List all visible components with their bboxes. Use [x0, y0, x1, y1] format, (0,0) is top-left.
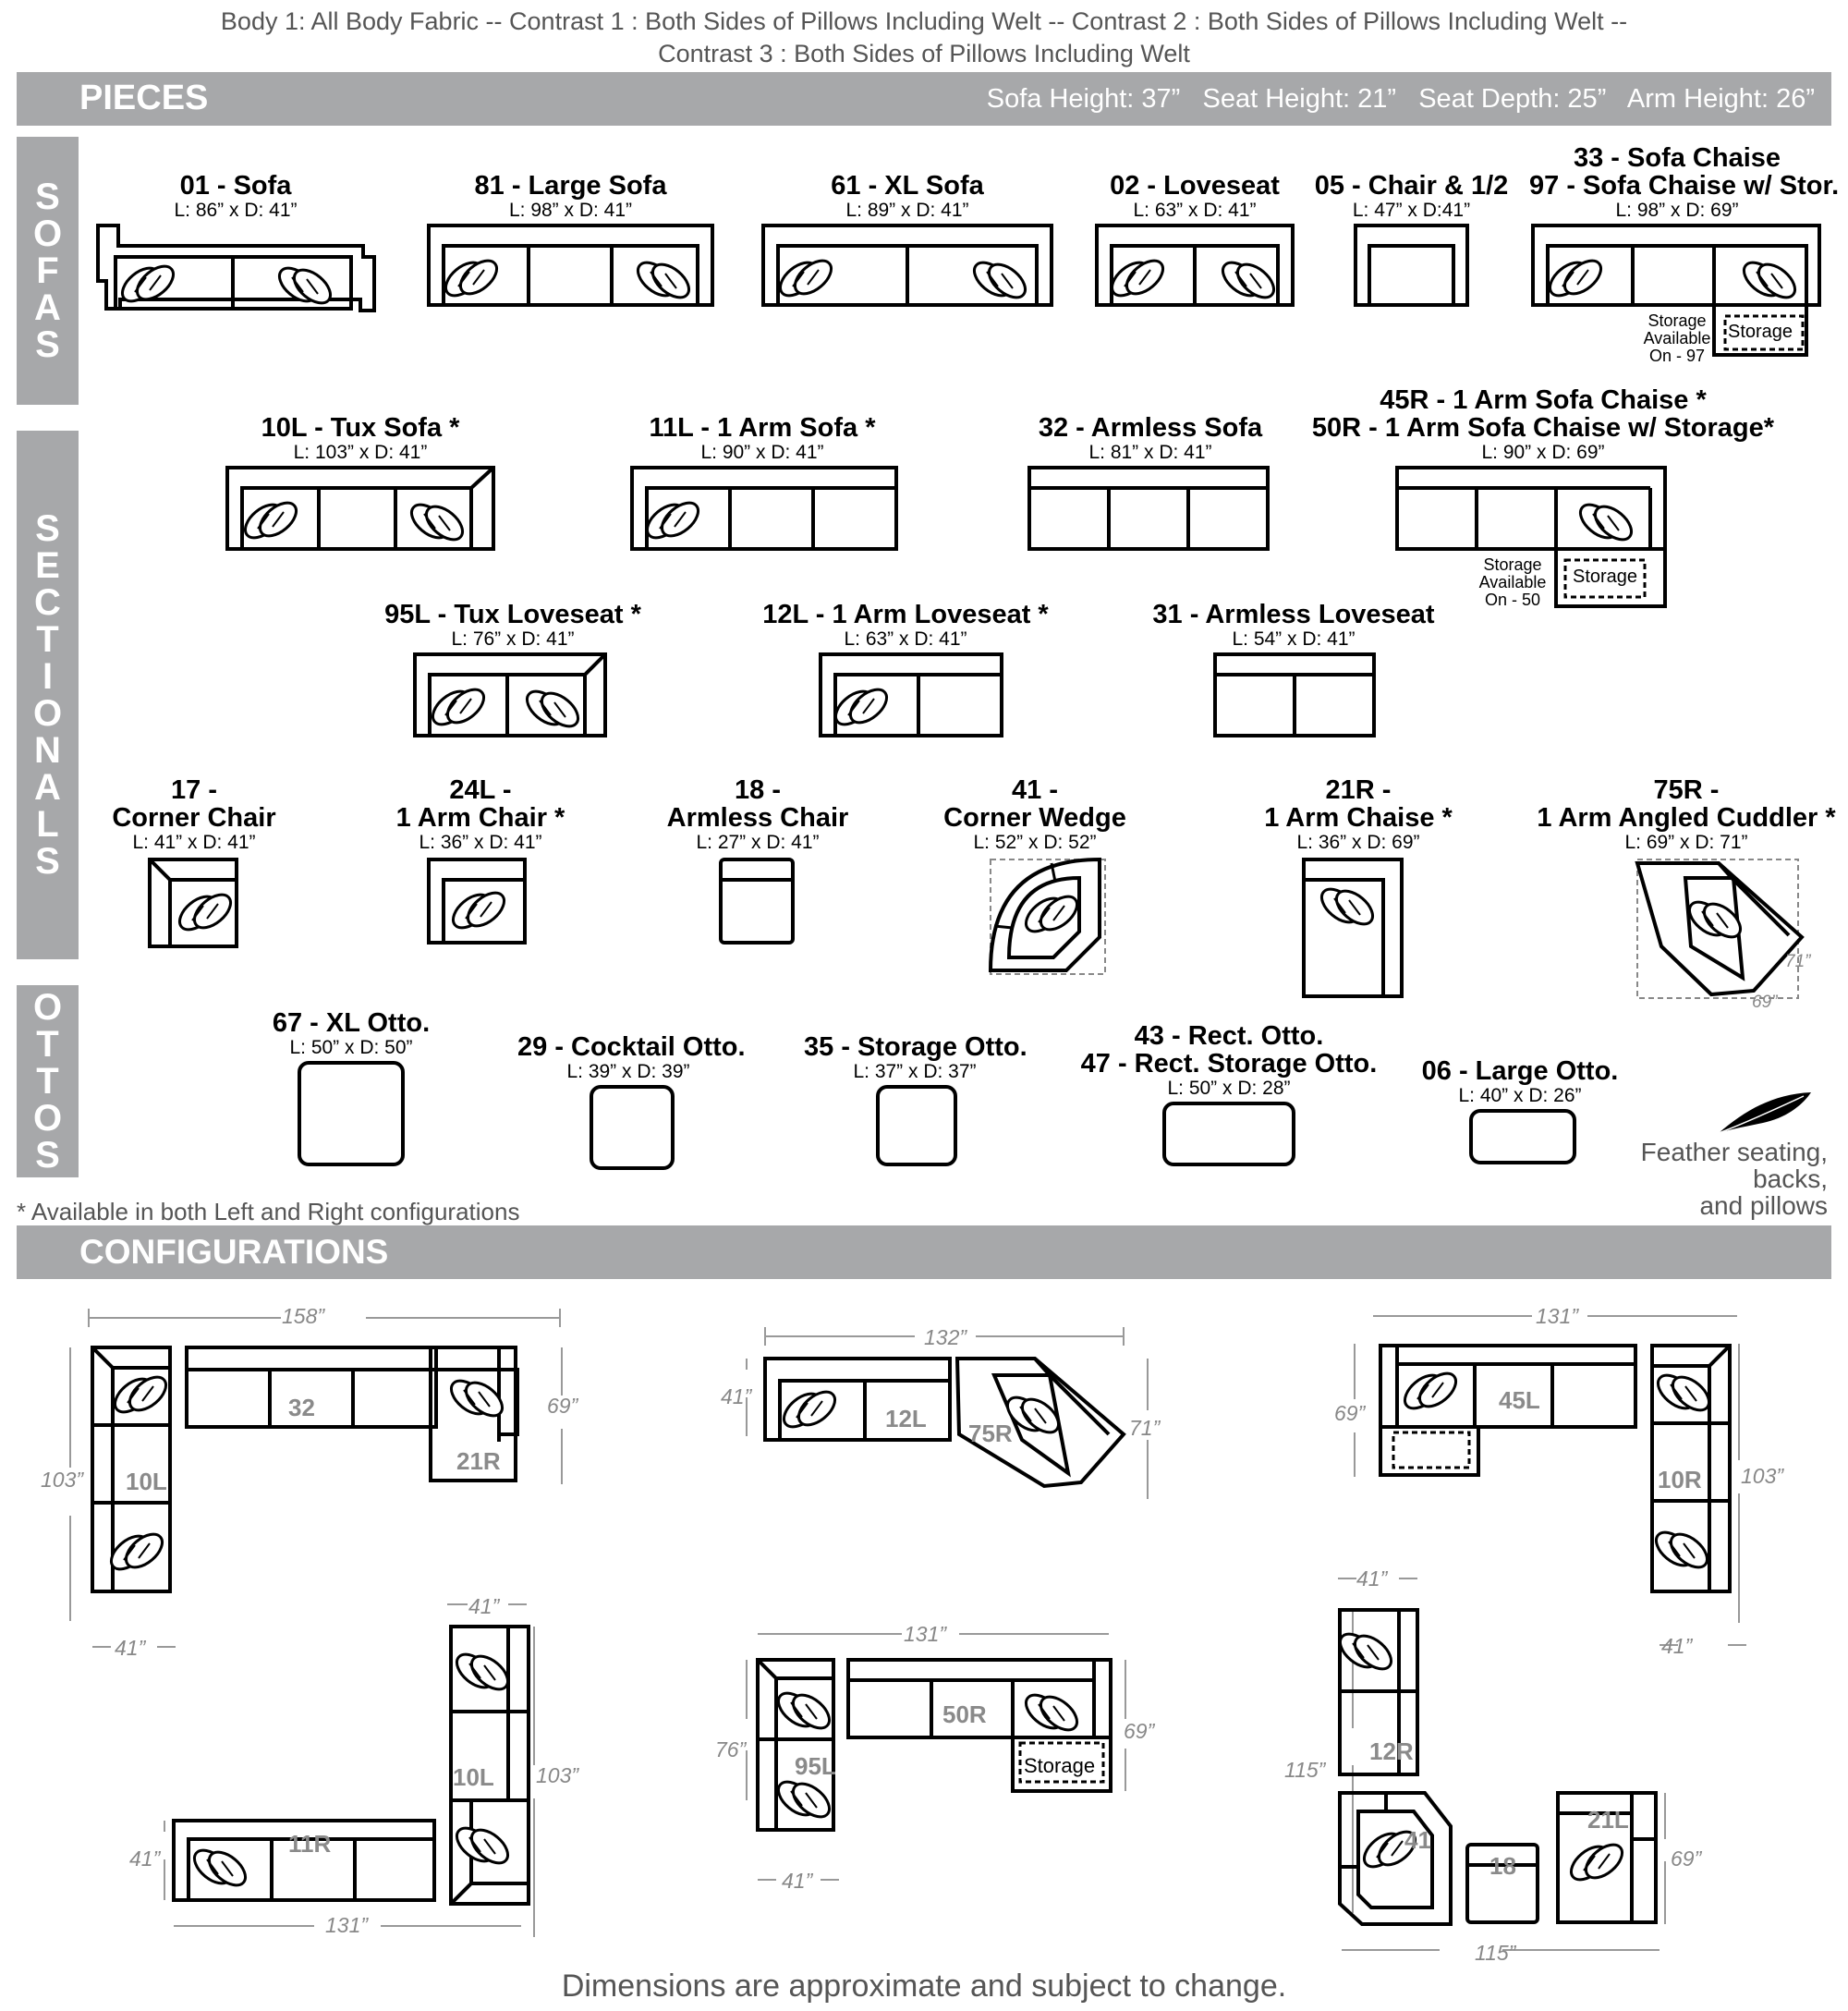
piece-dims: L: 36” x D: 69”: [1296, 832, 1420, 853]
piece-name-alt: Corner Wedge: [943, 803, 1126, 833]
piece-name-alt: 1 Arm Angled Cuddler *: [1537, 803, 1836, 833]
config1-top-dim: 158”: [282, 1304, 325, 1328]
feather-note: Feather seating, backs, and pillows: [1640, 1138, 1828, 1220]
piece-81-large-sofa: [425, 172, 716, 314]
configuration-5: [721, 1627, 1164, 1895]
piece-name: 11L - 1 Arm Sofa *: [649, 413, 876, 443]
config6-left-dim: 115”: [1284, 1758, 1326, 1782]
piece-dims: L: 89” x D: 41”: [845, 200, 969, 221]
piece-67-xl-otto: [249, 1009, 453, 1170]
piece-31-armless-loveseat: [1146, 601, 1441, 743]
piece-dims: L: 36” x D: 41”: [419, 832, 542, 853]
sectional-diagram: [758, 651, 1053, 743]
config6-label-12r: 12R: [1369, 1737, 1414, 1765]
piece-61-xl-sofa: [760, 172, 1055, 314]
piece-32-armless-sofa: [1016, 414, 1284, 556]
piece-name: 17 -: [171, 775, 217, 805]
config1-right-dim: 69”: [547, 1394, 578, 1418]
piece-name: 95L - Tux Loveseat *: [384, 600, 641, 629]
config4-label-11r: 11R: [288, 1830, 332, 1858]
piece-name: 02 - Loveseat: [1110, 171, 1280, 201]
config6-label-41: 41: [1404, 1826, 1431, 1854]
sofa-specs: Sofa Height: 37” Seat Height: 21” Seat Depth: 25” Arm Height: 26”: [986, 84, 1815, 114]
piece-name: 67 - XL Otto.: [272, 1008, 431, 1038]
piece-dims: L: 103” x D: 41”: [293, 442, 428, 463]
configurations-header-bar: [17, 1225, 1831, 1279]
piece-name: 32 - Armless Sofa: [1038, 413, 1263, 443]
piece-35-storage-otto: [804, 1033, 1026, 1176]
sectional-diagram: [1252, 854, 1465, 1002]
sofa-diagram: [1093, 222, 1296, 314]
piece-dims: L: 98” x D: 69”: [1615, 200, 1739, 221]
piece-name: 01 - Sofa: [179, 171, 292, 201]
storage-label: Storage: [1573, 567, 1638, 587]
piece-name: 05 - Chair & 1/2: [1314, 171, 1509, 201]
piece-dims: L: 76” x D: 41”: [451, 628, 575, 650]
piece-75r-1-arm-angled-cuddler: [1534, 776, 1839, 1011]
piece-05-chair-and-half: [1312, 172, 1511, 314]
config2-top-dim: 132”: [924, 1325, 967, 1349]
piece-name: 21R -: [1325, 775, 1392, 805]
piece-name-alt: 97 - Sofa Chaise w/ Stor.: [1529, 171, 1840, 201]
piece-name-alt: Armless Chair: [666, 803, 849, 833]
config4-top-dim: 41”: [468, 1594, 500, 1618]
piece-name: 75R -: [1653, 775, 1720, 805]
sectional-diagram: [102, 854, 286, 956]
otto-diagram: [249, 1059, 453, 1170]
config6-right-dim: 69”: [1671, 1846, 1702, 1871]
config5-left-dim: 76”: [715, 1737, 747, 1761]
footer-disclaimer: Dimensions are approximate and subject to change.: [561, 1968, 1287, 2004]
piece-name: 35 - Storage Otto.: [804, 1032, 1027, 1062]
cuddler-dim-a: 71”: [1785, 952, 1811, 971]
sectional-diagram: [222, 464, 499, 556]
config3-label-10r: 10R: [1658, 1466, 1702, 1493]
sofa-diagram: [760, 222, 1055, 314]
piece-name: 10L - Tux Sofa *: [261, 413, 460, 443]
otto-diagram: [1072, 1100, 1386, 1174]
sectionals-side-label: S E C T I O N A L S: [17, 431, 79, 959]
sectional-diagram: [665, 854, 850, 956]
piece-name-alt: 1 Arm Chaise *: [1264, 803, 1453, 833]
piece-name: 45R - 1 Arm Sofa Chaise *: [1380, 385, 1707, 415]
piece-dims: L: 37” x D: 37”: [853, 1061, 977, 1082]
piece-dims: L: 50” x D: 50”: [289, 1037, 413, 1058]
feather-icon: [1715, 1089, 1817, 1137]
piece-24l-1-arm-chair: [388, 776, 573, 956]
sofas-side-label: S O F A S: [17, 137, 79, 405]
config4-right-dim: 103”: [536, 1763, 579, 1787]
config4-bottom-dim: 131”: [325, 1913, 369, 1937]
otto-diagram: [1404, 1107, 1635, 1172]
config4-left-dim: 41”: [129, 1846, 161, 1871]
sectional-diagram: [1016, 464, 1284, 556]
cuddler-dim-b: 69”: [1752, 993, 1778, 1012]
piece-17-corner-chair: [102, 776, 286, 956]
piece-dims: L: 81” x D: 41”: [1088, 442, 1212, 463]
fabric-note-line1: Body 1: All Body Fabric -- Contrast 1 : Both Sides of Pillows Including Welt -- Contrast 2 : Both Sides of Pillows Including Welt --: [220, 7, 1628, 35]
piece-dims: L: 63” x D: 41”: [1133, 200, 1257, 221]
config3-bottom-dim: 41”: [1661, 1634, 1693, 1658]
configurations-title: CONFIGURATIONS: [79, 1233, 389, 1271]
piece-name: 81 - Large Sofa: [474, 171, 667, 201]
piece-dims: L: 63” x D: 41”: [844, 628, 967, 650]
piece-name: 29 - Cocktail Otto.: [517, 1032, 746, 1062]
config3-label-45l: 45L: [1499, 1386, 1540, 1414]
piece-29-cocktail-otto: [517, 1032, 746, 1176]
storage-label: Storage: [1728, 322, 1793, 342]
config1-label-32: 32: [288, 1394, 315, 1421]
ottos-side-label: O T T O S: [17, 985, 79, 1177]
piece-dims: L: 98” x D: 41”: [508, 200, 633, 221]
piece-02-loveseat: [1093, 172, 1296, 314]
piece-41-corner-wedge: [924, 776, 1146, 983]
piece-name: 18 -: [735, 775, 781, 805]
piece-01-sofa: [92, 172, 379, 314]
configuration-4: [120, 1590, 582, 1941]
corner-wedge-diagram: [924, 854, 1146, 983]
piece-18-armless-chair: [665, 776, 850, 956]
config5-storage-label: Storage: [1024, 1754, 1096, 1777]
config2-right-dim: 71”: [1129, 1416, 1161, 1440]
config5-label-95l: 95L: [795, 1752, 836, 1780]
piece-dims: L: 54” x D: 41”: [1232, 628, 1356, 650]
piece-12l-1-arm-loveseat: [758, 601, 1053, 743]
piece-06-large-otto: [1404, 1057, 1635, 1172]
config3-right-dim: 103”: [1741, 1464, 1784, 1488]
piece-name-alt: 50R - 1 Arm Sofa Chaise w/ Storage*: [1311, 413, 1775, 443]
piece-10l-tux-sofa: [222, 414, 499, 556]
piece-name: 33 - Sofa Chaise: [1573, 143, 1781, 173]
config6-bottom-dim: 115”: [1475, 1941, 1516, 1965]
config6-label-18: 18: [1489, 1852, 1516, 1880]
piece-dims: L: 90” x D: 41”: [700, 442, 824, 463]
piece-name: 12L - 1 Arm Loveseat *: [762, 600, 1049, 629]
piece-dims: L: 47” x D:41”: [1352, 200, 1471, 221]
piece-name: 43 - Rect. Otto.: [1134, 1021, 1324, 1051]
piece-dims: L: 40” x D: 26”: [1458, 1085, 1582, 1106]
piece-dims: L: 50” x D: 28”: [1167, 1078, 1291, 1099]
config6-top-dim: 41”: [1356, 1566, 1388, 1591]
piece-dims: L: 86” x D: 41”: [174, 200, 298, 221]
otto-diagram: [517, 1083, 739, 1176]
piece-dims: L: 90” x D: 69”: [1481, 442, 1605, 463]
piece-name-alt: Corner Chair: [112, 803, 276, 833]
config1-label-21r: 21R: [456, 1447, 501, 1475]
config5-top-dim: 131”: [904, 1622, 947, 1646]
config4-label-10l: 10L: [453, 1763, 494, 1791]
piece-name: 06 - Large Otto.: [1421, 1056, 1619, 1086]
config2-left-dim: 41”: [721, 1384, 752, 1408]
config3-top-dim: 131”: [1536, 1304, 1579, 1328]
pieces-header-bar: [17, 72, 1831, 126]
piece-11l-1-arm-sofa: [610, 414, 915, 556]
config2-label-12l: 12L: [885, 1405, 927, 1432]
config1-left-dim: 103”: [41, 1468, 84, 1492]
config6-label-21l: 21L: [1587, 1806, 1629, 1834]
config5-bottom-dim: 41”: [782, 1869, 813, 1893]
config3-left-dim: 69”: [1334, 1401, 1366, 1425]
piece-name: 61 - XL Sofa: [831, 171, 984, 201]
piece-21r-1-arm-chaise: [1252, 776, 1465, 1002]
sectional-diagram: [610, 464, 915, 556]
config2-label-75r: 75R: [968, 1420, 1013, 1447]
available-note: * Available in both Left and Right configurations: [17, 1198, 520, 1225]
otto-diagram: [804, 1083, 1026, 1176]
piece-name: 41 -: [1012, 775, 1058, 805]
piece-dims: L: 27” x D: 41”: [696, 832, 820, 853]
sectional-diagram: [1146, 651, 1441, 743]
config5-right-dim: 69”: [1124, 1719, 1155, 1743]
config5-label-50r: 50R: [942, 1700, 987, 1728]
piece-name-alt: 1 Arm Chair *: [395, 803, 565, 833]
piece-dims: L: 39” x D: 39”: [566, 1061, 690, 1082]
config1-bottom-dim: 41”: [115, 1636, 146, 1660]
storage-note-50: Storage Available On - 50: [1478, 555, 1547, 609]
fabric-note-line2: Contrast 3 : Both Sides of Pillows Including Welt: [658, 40, 1190, 67]
sofa-diagram: [92, 222, 379, 314]
sofa-diagram: [425, 222, 716, 314]
sectional-diagram: [370, 651, 656, 743]
piece-95l-tux-loveseat: [370, 601, 656, 743]
angled-cuddler-diagram: [1534, 854, 1839, 1011]
config1-label-10l: 10L: [126, 1468, 167, 1495]
sectional-diagram: [388, 854, 573, 956]
storage-note-97: Storage Available On - 97: [1643, 311, 1711, 365]
piece-name-alt: 47 - Rect. Storage Otto.: [1080, 1049, 1378, 1079]
sofa-diagram: [1312, 222, 1511, 314]
piece-name: 24L -: [449, 775, 512, 805]
piece-dims: L: 41” x D: 41”: [132, 832, 256, 853]
piece-43-47-rect-otto: [1072, 1022, 1386, 1174]
pieces-title: PIECES: [79, 79, 209, 117]
piece-dims: L: 69” x D: 71”: [1624, 832, 1748, 853]
piece-dims: L: 52” x D: 52”: [973, 832, 1097, 853]
piece-name: 31 - Armless Loveseat: [1152, 600, 1435, 629]
